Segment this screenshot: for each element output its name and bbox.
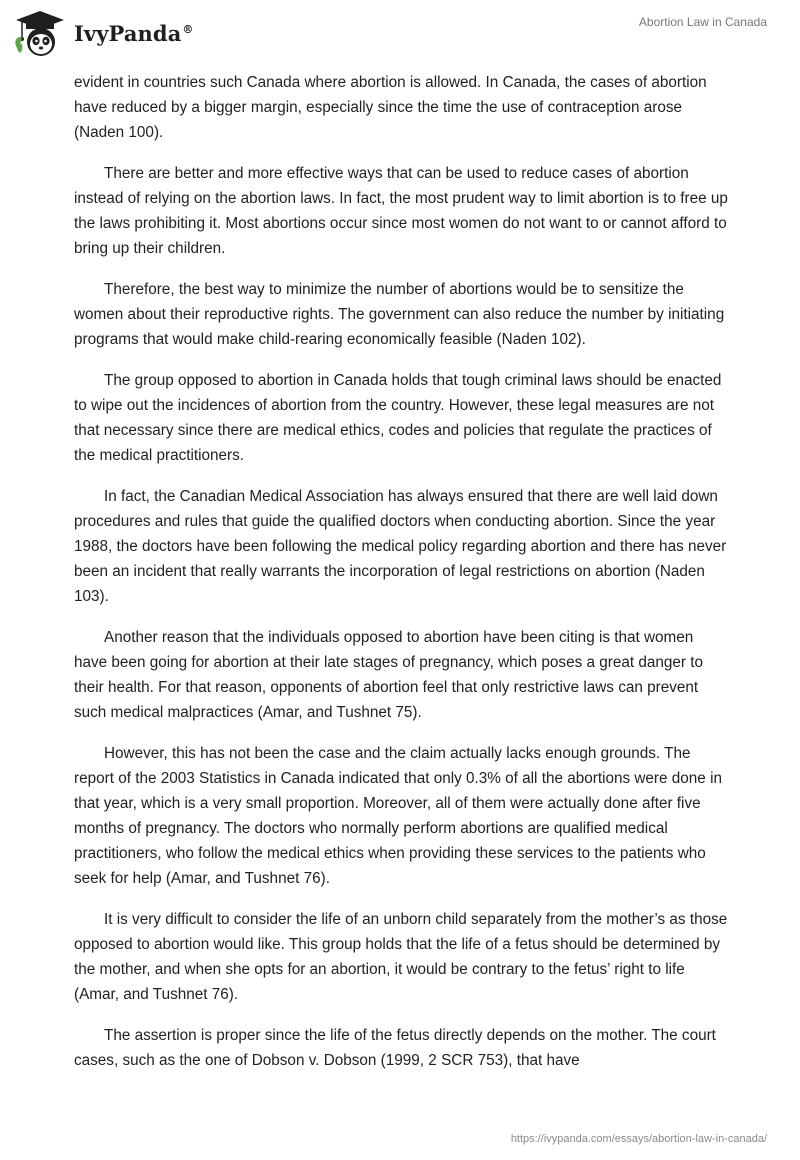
paragraph: It is very difficult to consider the life of an unborn child separately from the mother’s as those opposed to abortion would like. This group holds that the life of a fetus should be determined by the mother, and when she opts for an abortion, it would be contrary to the fetus’ right to life (Amar, and Tushnet 76). [74,911,728,1003]
essay-body [74,70,728,1089]
paragraph: There are better and more effective ways that can be used to reduce cases of abortion instead of relying on the abortion laws. In fact, the most prudent way to limit abortion is to free up the laws prohibiting it. Most abortions occur since most women do not want to or cannot afford to bring up their children. [74,165,728,257]
paragraph: However, this has not been the case and the claim actually lacks enough grounds. The report of the 2003 Statistics in Canada indicated that only 0.3% of all the abortions were done in that year, which is a very small proportion. Moreover, all of them were actually done after five months of pregnancy. The doctors who normally perform abortions are qualified medical practitioners, who follow the medical ethics when providing these services to the patients who seek for help (Amar, and Tushnet 76). [74,745,722,887]
paragraph: The group opposed to abortion in Canada holds that tough criminal laws should be enacted to wipe out the incidences of abortion from the country. However, these legal measures are not that necessary since there are medical ethics, codes and policies that regulate the practices of the medical practitioners. [74,372,722,464]
paragraph: The assertion is proper since the life of the fetus directly depends on the mother. The court cases, such as the one of Dobson v. Dobson (1999, 2 SCR 753), that have [74,1027,716,1069]
paragraph: Another reason that the individuals opposed to abortion have been citing is that women have been going for abortion at their late stages of pregnancy, which poses a great danger to their health. For that reason, opponents of abortion feel that only restrictive laws can prevent such medical malpractices (Amar, and Tushnet 75). [74,629,704,721]
document-title: Abortion Law in Canada [638,15,767,29]
paragraph: evident in countries such Canada where abortion is allowed. In Canada, the cases of abortion have reduced by a bigger margin, especially since the time the use of contraception arose (Naden 100). [74,74,707,141]
paragraph: In fact, the Canadian Medical Association has always ensured that there are well laid down procedures and rules that guide the qualified doctors when conducting abortion. Since the year 1988, the doctors have been following the medical policy regarding abortion and there has never been an incident that really warrants the incorporation of legal restrictions on abortion (Naden 103). [74,488,727,605]
brand-name: IvyPanda® [74,20,194,46]
footer-url-link[interactable]: https://ivypanda.com/essays/abortion-law-in-canada/ [510,1133,767,1145]
page-header [0,0,800,70]
ivypanda-logo[interactable] [14,8,194,58]
panda-graduate-icon [14,8,66,58]
paragraph: Therefore, the best way to minimize the number of abortions would be to sensitize the women about their reproductive rights. The government can also reduce the number by initiating programs that would make child-rearing economically feasible (Naden 102). [74,281,725,348]
registered-mark: ® [182,22,194,36]
